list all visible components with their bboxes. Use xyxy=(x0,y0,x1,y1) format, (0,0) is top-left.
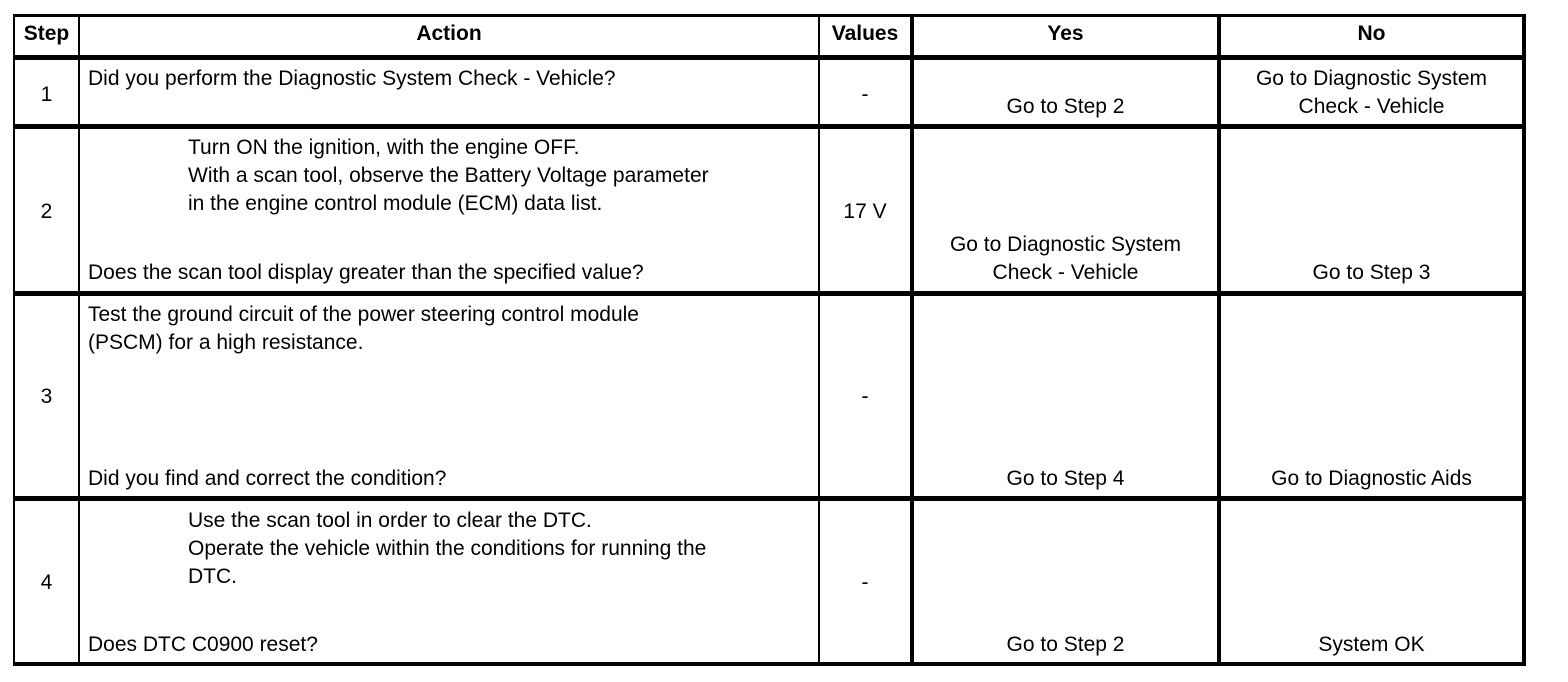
no-result xyxy=(1221,465,1522,493)
no-result xyxy=(1221,65,1522,121)
action-text xyxy=(88,65,813,93)
table-border-bottom xyxy=(13,662,1526,666)
header-yes: Yes xyxy=(1047,22,1084,45)
diagnostic-table xyxy=(13,14,1526,666)
table-border-top xyxy=(13,14,1526,17)
action-line: Test the ground circuit of the power steering control module xyxy=(88,303,639,326)
action-line: Operate the vehicle within the conditions for running the xyxy=(188,537,707,560)
row-divider xyxy=(13,124,1526,129)
action-line: With a scan tool, observe the Battery Voltage parameter xyxy=(188,164,709,187)
action-line: Use the scan tool in order to clear the DTC. xyxy=(188,509,592,532)
action-instructions xyxy=(88,134,813,218)
yes-result xyxy=(914,465,1217,493)
yes-result xyxy=(914,631,1217,659)
action-line: DTC. xyxy=(188,565,237,588)
header-divider xyxy=(13,55,1526,60)
step-number: 3 xyxy=(40,385,53,408)
action-instructions xyxy=(88,507,813,591)
no-result xyxy=(1221,259,1522,287)
header-step: Step xyxy=(23,22,70,45)
row-divider xyxy=(13,496,1526,501)
no-result xyxy=(1221,631,1522,659)
spec-value: 17 V xyxy=(843,200,887,223)
no-line: Check - Vehicle xyxy=(1298,95,1445,118)
step-number: 2 xyxy=(40,200,53,223)
yes-line: Go to Step 4 xyxy=(1006,467,1125,490)
header-action: Action xyxy=(416,22,482,45)
header-values: Values xyxy=(831,22,899,45)
no-line: System OK xyxy=(1318,633,1425,656)
yes-line: Go to Step 2 xyxy=(1006,633,1125,656)
no-line: Go to Diagnostic System xyxy=(1255,67,1488,90)
action-line: in the engine control module (ECM) data list. xyxy=(188,192,603,215)
action-line: Did you perform the Diagnostic System Check - Vehicle? xyxy=(88,67,616,90)
action-instructions xyxy=(88,301,813,357)
table-border-right xyxy=(1522,14,1526,666)
action-line: (PSCM) for a high resistance. xyxy=(88,331,364,354)
column-divider xyxy=(78,14,80,666)
header-no: No xyxy=(1357,22,1386,45)
yes-line: Go to Diagnostic System xyxy=(949,233,1182,256)
action-question: Did you find and correct the condition? xyxy=(88,467,447,490)
action-question: Does the scan tool display greater than the specified value? xyxy=(88,261,644,284)
yes-line: Go to Step 2 xyxy=(1006,95,1125,118)
spec-value: - xyxy=(861,83,869,106)
row-divider xyxy=(13,291,1526,296)
spec-value: - xyxy=(861,571,869,594)
action-line: Turn ON the ignition, with the engine OFF. xyxy=(188,136,580,159)
no-line: Go to Step 3 xyxy=(1312,261,1431,284)
no-line: Go to Diagnostic Aids xyxy=(1271,467,1472,490)
action-question: Does DTC C0900 reset? xyxy=(88,633,318,656)
spec-value: - xyxy=(861,385,869,408)
yes-result xyxy=(914,93,1217,121)
step-number: 4 xyxy=(40,571,53,594)
yes-result xyxy=(914,231,1217,287)
yes-line: Check - Vehicle xyxy=(992,261,1139,284)
step-number: 1 xyxy=(40,83,53,106)
